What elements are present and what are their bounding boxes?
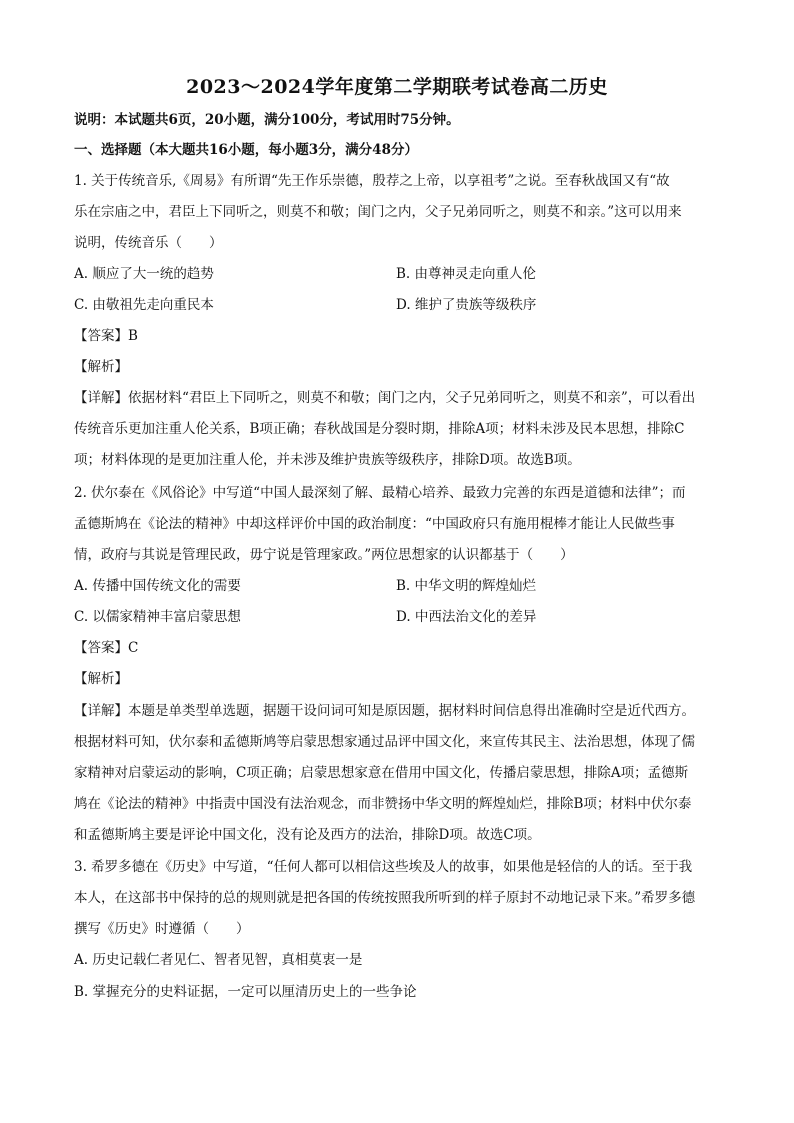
q1-stem-line: 说明，传统音乐（ ） (74, 235, 223, 251)
q3-stem-line: 撰写《历史》时遵循（ ） (74, 921, 250, 937)
q2-option-a: A. 传播中国传统文化的需要 (74, 578, 241, 594)
exam-title: 2023～2024学年度第二学期联考试卷高二历史 (186, 76, 608, 98)
q2-stem-line: 2. 伏尔泰在《风俗论》中写道“中国人最深刻了解、最精心培养、最致力完善的东西是道德和法律”；而 (74, 485, 686, 501)
q1-detail-line: 【详解】依据材料“君臣上下同听之，则莫不和敬；闺门之内，父子兄弟同听之，则莫不和亲”，可以看出 (74, 390, 696, 406)
q2-option-d: D. 中西法治文化的差异 (396, 609, 537, 625)
q1-option-a: A. 顺应了大一统的趋势 (74, 266, 214, 282)
q2-detail-line: 和孟德斯鸠主要是评论中国文化，没有论及西方的法治，排除D项。故选C项。 (74, 827, 541, 843)
q2-detail-line: 家精神对启蒙运动的影响，C项正确；启蒙思想家意在借用中国文化，传播启蒙思想，排除A项；孟德斯 (74, 765, 689, 781)
exam-instruction: 说明：本试题共6页，20小题，满分100分，考试用时75分钟。 (74, 112, 460, 128)
q2-analysis-label: 【解析】 (74, 671, 128, 687)
q1-option-b: B. 由尊神灵走向重人伦 (396, 266, 537, 282)
q3-stem-line: 3. 希罗多德在《历史》中写道，“任何人都可以相信这些埃及人的故事，如果他是轻信的人的话。至于我 (74, 859, 693, 875)
q2-detail-line: 鸠在《论法的精神》中指责中国没有法治观念，而非赞扬中华文明的辉煌灿烂，排除B项；材料中伏尔泰 (74, 796, 692, 812)
q3-stem-line: 本人，在这部书中保持的总的规则就是把各国的传统按照我所听到的样子原封不动地记录下来。”希罗多德 (74, 890, 696, 906)
q1-answer: 【答案】B (74, 328, 138, 344)
q2-answer: 【答案】C (74, 640, 139, 656)
q1-detail-line: 项；材料体现的是更加注重人伦，并未涉及维护贵族等级秩序，排除D项。故选B项。 (74, 452, 581, 468)
q3-option-b: B. 掌握充分的史料证据，一定可以厘清历史上的一些争论 (74, 984, 417, 1000)
section-heading: 一、选择题（本大题共16小题，每小题3分，满分48分） (74, 142, 418, 158)
q1-stem-line: 1. 关于传统音乐,《周易》有所谓“先王作乐崇德，殷荐之上帝，以享祖考”之说。至春秋战国又有“故 (74, 173, 670, 189)
q2-detail-line: 【详解】本题是单类型单选题，据题干设问词可知是原因题，据材料时间信息得出准确时空是近代西方。 (74, 703, 695, 719)
q2-stem-line: 情，政府与其说是管理民政，毋宁说是管理家政。”两位思想家的认识都基于（ ） (74, 547, 574, 563)
q1-analysis-label: 【解析】 (74, 359, 128, 375)
q2-option-c: C. 以儒家精神丰富启蒙思想 (74, 609, 241, 625)
q3-option-a: A. 历史记载仁者见仁、智者见智，真相莫衷一是 (74, 952, 363, 968)
q1-detail-line: 传统音乐更加注重人伦关系，B项正确；春秋战国是分裂时期，排除A项；材料未涉及民本思想，排除C (74, 421, 685, 437)
q1-option-c: C. 由敬祖先走向重民本 (74, 297, 214, 313)
q2-detail-line: 根据材料可知，伏尔泰和孟德斯鸠等启蒙思想家通过品评中国文化，来宣传其民主、法治思想，体现了儒 (74, 734, 695, 750)
q1-option-d: D. 维护了贵族等级秩序 (396, 297, 537, 313)
q1-stem-line: 乐在宗庙之中，君臣上下同听之，则莫不和敬；闺门之内，父子兄弟同听之，则莫不和亲。”这可以用来 (74, 204, 682, 220)
q2-option-b: B. 中华文明的辉煌灿烂 (396, 578, 537, 594)
q2-stem-line: 孟德斯鸠在《论法的精神》中却这样评价中国的政治制度：“中国政府只有施用棍棒才能让人民做些事 (74, 516, 675, 532)
